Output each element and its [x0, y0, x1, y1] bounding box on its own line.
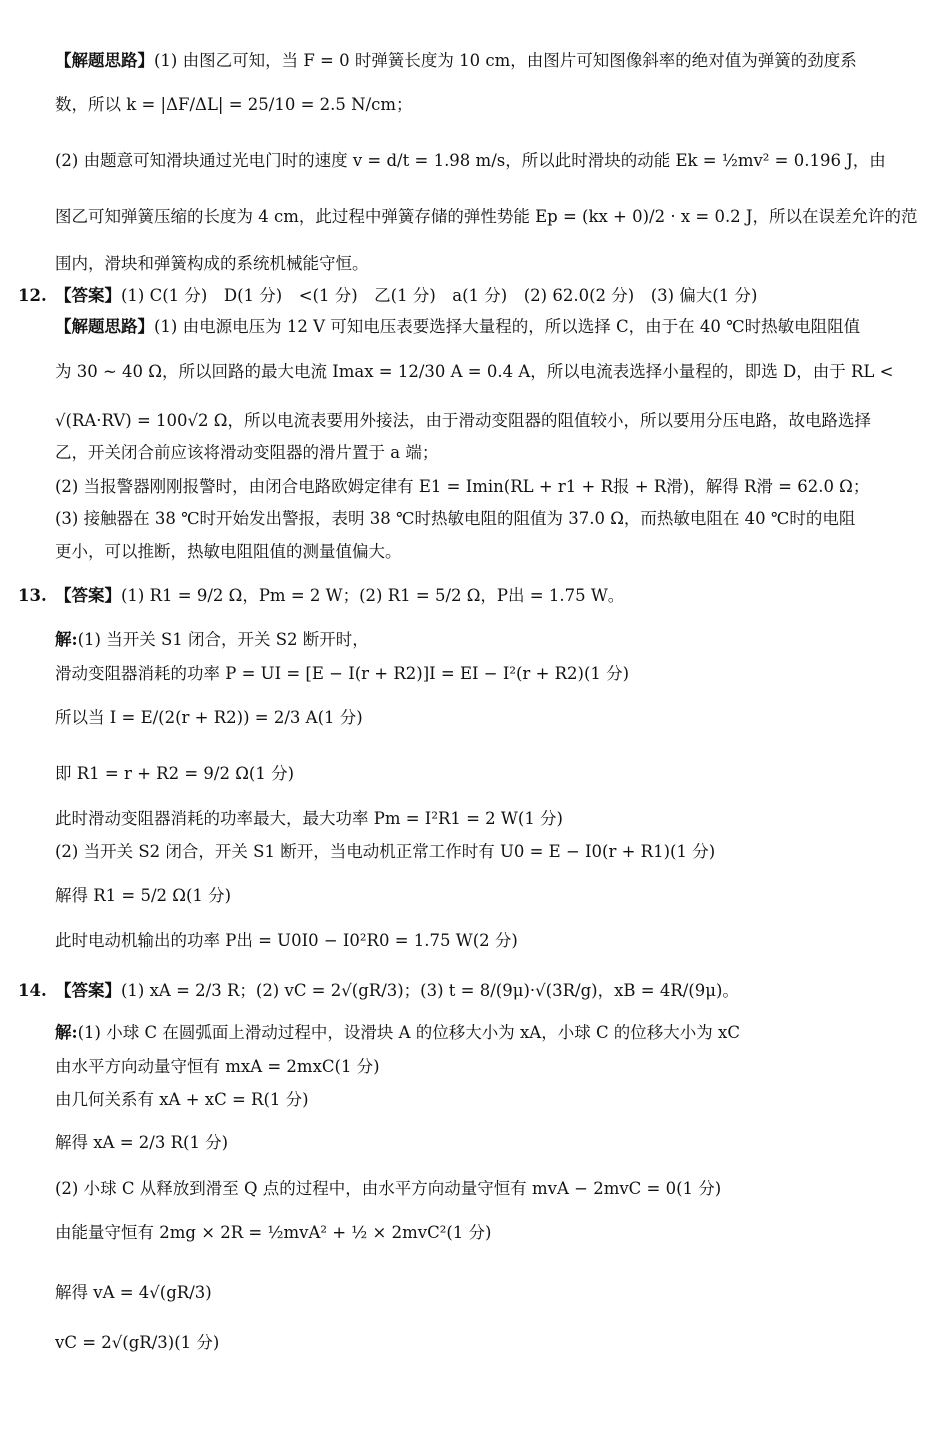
hint-line-1: 【解题思路】(1) 由图乙可知，当 F = 0 时弹簧长度为 10 cm，由图片可知图像斜率的绝对值为弹簧的劲度系 [55, 51, 857, 70]
q12-hint-4: 乙，开关闭合前应该将滑动变阻器的滑片置于 a 端； [55, 443, 439, 462]
q12-hint-1: 【解题思路】(1) 由电源电压为 12 V 可知电压表要选择大量程的，所以选择 C，由于在 40 ℃时热敏电阻阻值 [55, 317, 861, 336]
hint-line-5: 围内，滑块和弹簧构成的系统机械能守恒。 [55, 254, 369, 273]
q13-sol-6: (2) 当开关 S2 闭合，开关 S1 断开，当电动机正常工作时有 U0 = E − I0(r + R1)(1 分) [55, 842, 716, 861]
q12-hint-6: (3) 接触器在 38 ℃时开始发出警报，表明 38 ℃时热敏电阻的阻值为 37.0 Ω，而热敏电阻在 40 ℃时的电阻 [55, 509, 856, 528]
q12-hint-5: (2) 当报警器刚刚报警时，由闭合电路欧姆定律有 E1 = Imin(RL + r1 + R报 + R滑)，解得 R滑 = 62.0 Ω； [55, 477, 870, 496]
hint-line-3: (2) 由题意可知滑块通过光电门时的速度 v = d/t = 1.98 m/s，所以此时滑块的动能 Ek = ½mv² = 0.196 J，由 [55, 151, 886, 170]
q13-sol-4: 即 R1 = r + R2 = 9/2 Ω(1 分) [55, 764, 295, 783]
q13-sol-2: 滑动变阻器消耗的功率 P = UI = [E − I(r + R2)]I = EI − I²(r + R2)(1 分) [55, 664, 630, 683]
q12-hint-7: 更小，可以推断，热敏电阻阻值的测量值偏大。 [55, 542, 402, 561]
q14-sol-1: 解:(1) 小球 C 在圆弧面上滑动过程中，设滑块 A 的位移大小为 xA，小球 C 的位移大小为 xC [55, 1023, 740, 1042]
q14-sol-5: (2) 小球 C 从释放到滑至 Q 点的过程中，由水平方向动量守恒有 mvA − 2mvC = 0(1 分) [55, 1179, 722, 1198]
question-number-14: 14. [18, 981, 47, 1000]
q12-hint-3: √(RA·RV) = 100√2 Ω，所以电流表要用外接法，由于滑动变阻器的阻值较小，所以要用分压电路，故电路选择 [55, 411, 871, 430]
q12-answer: 【答案】(1) C(1 分) D(1 分) <(1 分) 乙(1 分) a(1 分) (2) 62.0(2 分) (3) 偏大(1 分) [55, 286, 758, 305]
question-number-12: 12. [18, 286, 47, 305]
q14-sol-7: 解得 vA = 4√(gR/3) [55, 1283, 212, 1302]
q13-sol-5: 此时滑动变阻器消耗的功率最大，最大功率 Pm = I²R1 = 2 W(1 分) [55, 809, 563, 828]
hint-tag: 【解题思路】 [55, 51, 154, 70]
q14-sol-4: 解得 xA = 2/3 R(1 分) [55, 1133, 229, 1152]
q14-sol-6: 由能量守恒有 2mg × 2R = ½mvA² + ½ × 2mvC²(1 分) [55, 1223, 492, 1242]
q13-sol-7: 解得 R1 = 5/2 Ω(1 分) [55, 886, 232, 905]
q14-sol-8-cutoff: vC = 2√(gR/3)(1 分) [55, 1333, 220, 1352]
question-number-13: 13. [18, 586, 47, 605]
q14-sol-2: 由水平方向动量守恒有 mxA = 2mxC(1 分) [55, 1057, 380, 1076]
q13-sol-3: 所以当 I = E/(2(r + R2)) = 2/3 A(1 分) [55, 708, 363, 727]
q13-answer: 【答案】(1) R1 = 9/2 Ω，Pm = 2 W；(2) R1 = 5/2 Ω，P出 = 1.75 W。 [55, 586, 625, 605]
q13-sol-1: 解:(1) 当开关 S1 闭合，开关 S2 断开时， [55, 630, 369, 649]
hint-line-2: 数，所以 k = |ΔF/ΔL| = 25/10 = 2.5 N/cm； [55, 95, 413, 114]
q12-hint-2: 为 30 ~ 40 Ω，所以回路的最大电流 Imax = 12/30 A = 0.4 A，所以电流表选择小量程的，即选 D，由于 RL < [55, 362, 894, 381]
q13-sol-8: 此时电动机输出的功率 P出 = U0I0 − I0²R0 = 1.75 W(2 分) [55, 931, 518, 950]
q14-answer: 【答案】(1) xA = 2/3 R；(2) vC = 2√(gR/3)；(3) t = 8/(9μ)·√(3R/g)，xB = 4R/(9μ)。 [55, 981, 739, 1000]
hint-line-4: 图乙可知弹簧压缩的长度为 4 cm，此过程中弹簧存储的弹性势能 Ep = (kx + 0)/2 · x = 0.2 J，所以在误差允许的范 [55, 207, 918, 226]
q14-sol-3: 由几何关系有 xA + xC = R(1 分) [55, 1090, 309, 1109]
